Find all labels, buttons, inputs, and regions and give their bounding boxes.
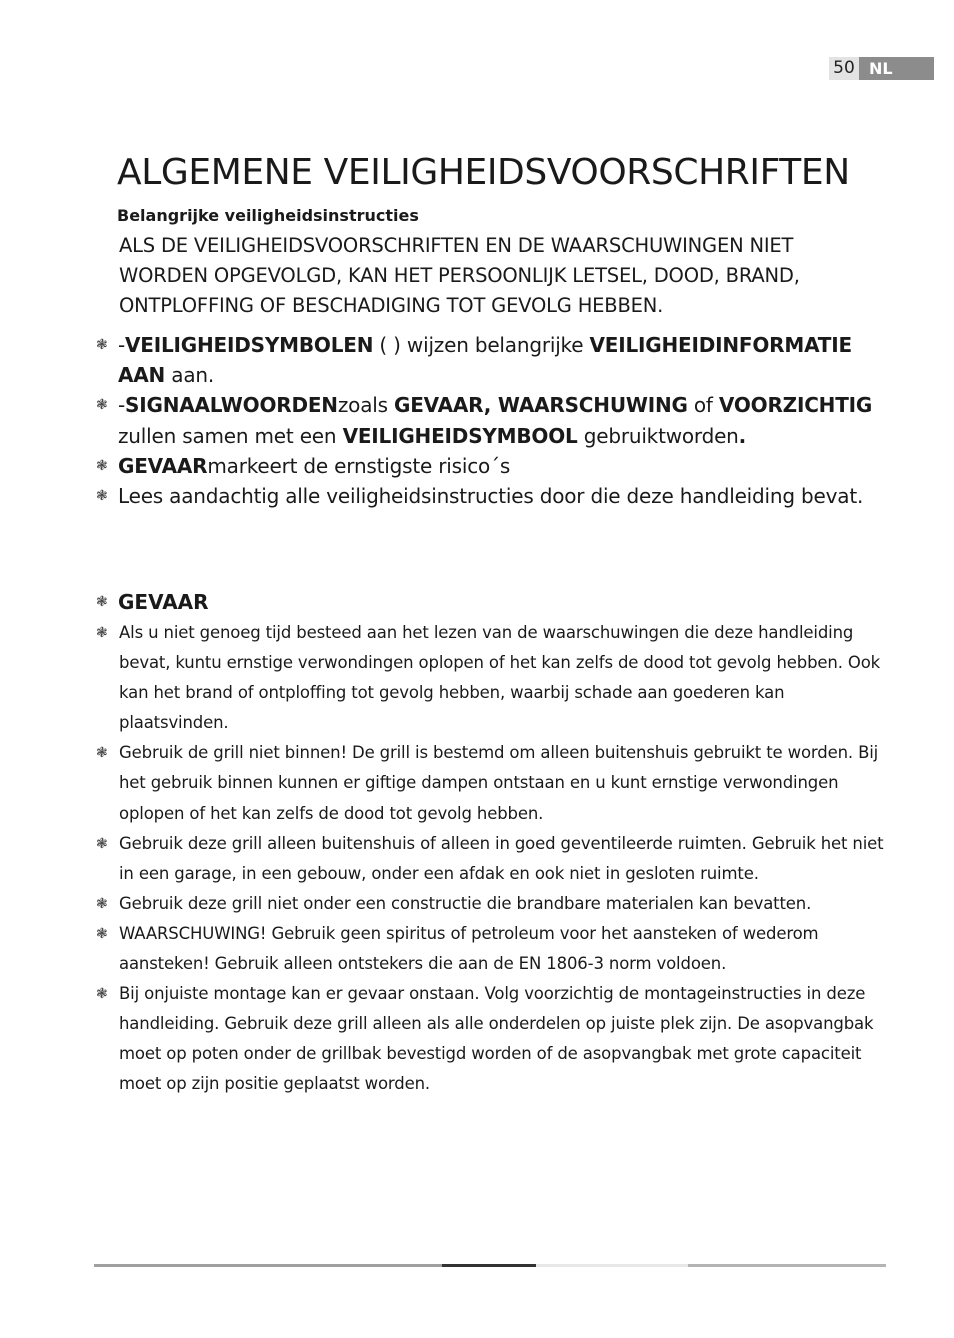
list-item-text: Gebruik deze grill niet onder een constructie die brandbare materialen kan bevatten. <box>119 893 812 913</box>
language-badge: NL <box>859 57 934 80</box>
danger-heading <box>96 587 209 617</box>
bullet-flower-icon: ❃ <box>96 457 108 474</box>
list-item-text: Gebruik de grill niet binnen! De grill is bestemd om alleen buitenshuis gebruikt te worden. Bij het gebruik binnen kunnen er giftige dampen ontstaan en u kunt ernstige verwondingen oplopen of het kan zelfs de dood tot gevolg hebben. <box>119 743 879 823</box>
bold-text: GEVAAR, WAARSCHUWING <box>393 393 688 418</box>
dash: - <box>118 333 126 357</box>
list-item-text: Gebruik deze grill alleen buitenshuis of alleen in goed geventileerde ruimten. Gebruik het niet in een garage, in een gebouw, onder een afdak en ook niet in gesloten ruimte. <box>119 833 884 883</box>
bullet-flower-icon: ❃ <box>96 337 108 353</box>
bold-text: . <box>738 423 747 448</box>
list-item <box>96 481 886 511</box>
list-item <box>96 451 886 481</box>
bold-text: VEILIGHEIDINFORMATIE AAN <box>118 333 852 388</box>
bullet-flower-icon: ❃ <box>96 625 108 641</box>
footer-rule <box>94 1264 886 1267</box>
list-item-text: Als u niet genoeg tijd besteed aan het lezen van de waarschuwingen die deze handleiding bevat, kuntu ernstige verwondingen oplopen of het kan zelfs de dood tot gevolg hebben. Ook kan het brand of ontploffing tot gevolg hebben, waarbij schade aan goederen kan plaatsvinden. <box>119 623 881 733</box>
list-item <box>96 829 886 889</box>
bullet-flower-icon: ❃ <box>96 986 108 1003</box>
rule-segment <box>94 1264 442 1267</box>
text: ( ) wijzen belangrijke <box>373 333 590 357</box>
bullet-flower-icon: ❃ <box>96 397 108 414</box>
list-item <box>96 618 886 738</box>
page-number: 50 <box>829 57 859 80</box>
text: zullen samen met een <box>118 423 343 448</box>
danger-list <box>96 618 886 1100</box>
list-item <box>96 330 886 390</box>
list-item-text: Bij onjuiste montage kan er gevaar onstaan. Volg voorzichtig de montageinstructies in deze handleiding. Gebruik deze grill alleen als alle onderdelen op juiste plek zijn. De asopvangbak moet op poten onder de grillbak bevestigd worden of de asopvangbak met grote capaciteit moet op zijn positie geplaatst worden. <box>119 984 874 1094</box>
bold-text: SIGNAALWOORDEN <box>125 393 338 418</box>
bullet-flower-icon: ❃ <box>96 835 108 852</box>
bold-text: VEILIGHEIDSYMBOLEN <box>125 333 374 357</box>
section-subtitle: Belangrijke veiligheidsinstructies <box>117 206 419 225</box>
bold-text: VEILIGHEIDSYMBOOL <box>342 423 578 448</box>
text: zoals <box>337 393 394 418</box>
page-tag <box>829 57 934 80</box>
warning-statement: ALS DE VEILIGHEIDSVOORSCHRIFTEN EN DE WAARSCHUWINGEN NIET WORDEN OPGEVOLGD, KAN HET PERSOONLIJK LETSEL, DOOD, BRAND, ONTPLOFFING OF BESCHADIGING TOT GEVOLG HEBBEN. <box>119 234 800 317</box>
rule-segment <box>688 1264 886 1267</box>
intro-list <box>96 330 886 511</box>
text: Lees aandachtig alle veiligheidsinstructies door die deze handleiding bevat. <box>118 484 864 509</box>
page-title: ALGEMENE VEILIGHEIDSVOORSCHRIFTEN <box>117 152 850 193</box>
list-item <box>96 738 886 828</box>
list-item <box>96 390 886 450</box>
list-item <box>96 889 886 919</box>
bullet-flower-icon: ❃ <box>96 488 108 505</box>
bold-text: GEVAAR <box>118 453 208 478</box>
bullet-flower-icon: ❃ <box>96 895 108 912</box>
bullet-flower-icon: ❃ <box>96 594 108 610</box>
text: gebruiktworden <box>577 423 739 448</box>
bullet-flower-icon: ❃ <box>96 745 108 762</box>
list-item <box>96 919 886 979</box>
bold-text: VOORZICHTIG <box>718 393 873 418</box>
rule-segment <box>442 1264 536 1267</box>
text: aan. <box>165 363 215 388</box>
list-item <box>96 979 886 1099</box>
text: of <box>687 393 719 418</box>
danger-heading-text: GEVAAR <box>118 590 209 614</box>
dash: - <box>118 393 126 418</box>
rule-segment <box>536 1264 688 1267</box>
bullet-flower-icon: ❃ <box>96 925 108 942</box>
list-item-text: WAARSCHUWING! Gebruik geen spiritus of petroleum voor het aansteken of wederom aansteken! Gebruik alleen ontstekers die aan de EN 1806-3 norm voldoen. <box>119 923 819 974</box>
text: markeert de ernstigste risico´s <box>207 453 511 478</box>
